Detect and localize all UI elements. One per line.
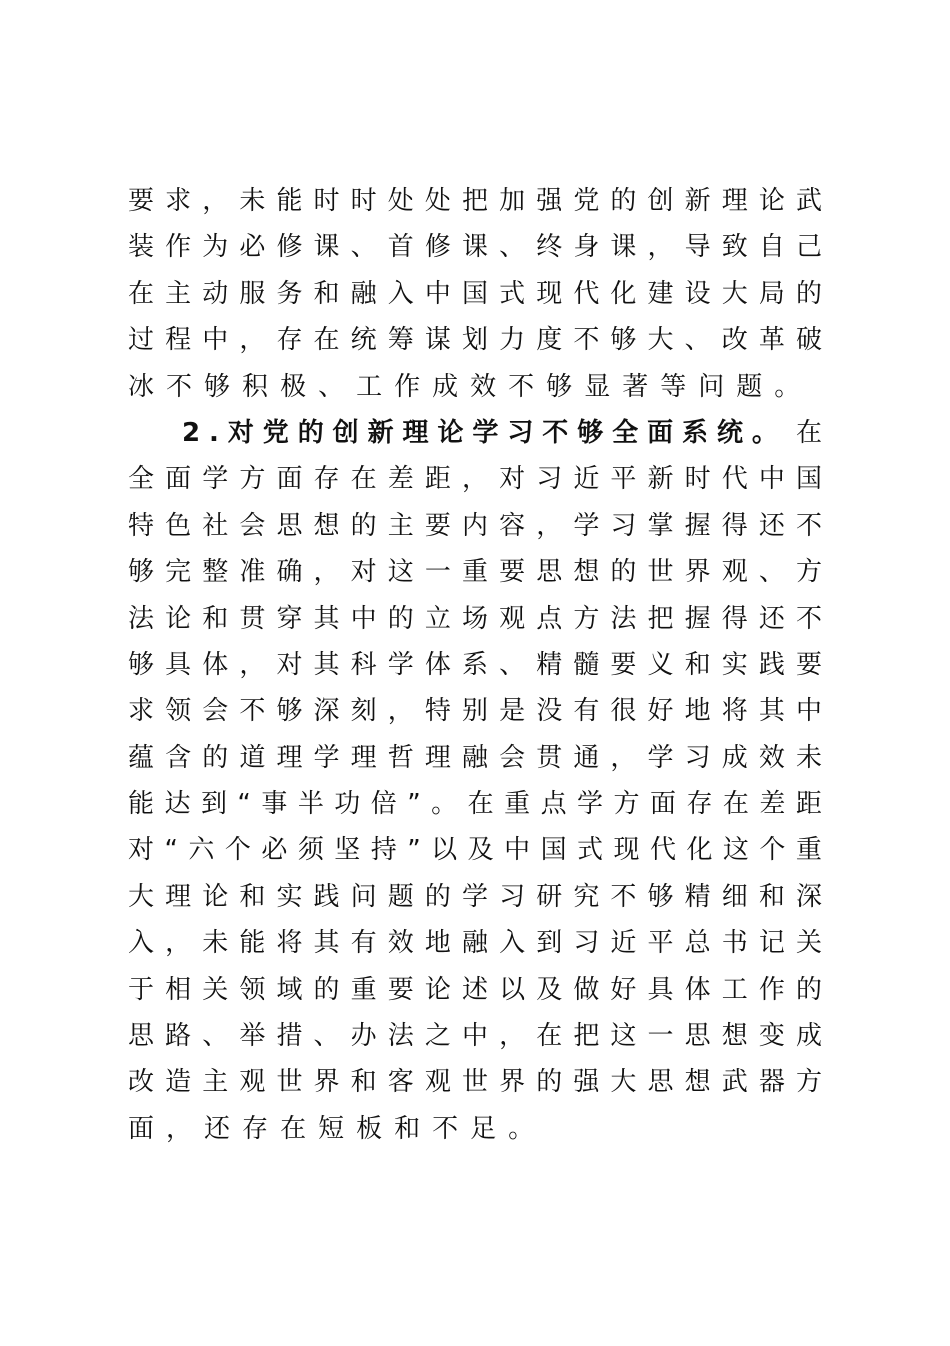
paragraph-2-line-15: 面 ， 还 存 在 短 板 和 不 足 。 [128,1113,535,1144]
paragraph-2-line-14: 改 造 主 观 世 界 和 客 观 世 界 的 强 大 思 想 武 器 方 [128,1067,822,1098]
heading-line-tail: 在 [795,417,822,448]
paragraph-2-line-6: 求 领 会 不 够 深 刻 ， 特 别 是 没 有 很 好 地 将 其 中 [128,696,822,727]
paragraph-2-line-2: 特 色 社 会 思 想 的 主 要 内 容 ， 学 习 掌 握 得 还 不 [128,510,822,541]
paragraph-1-line-1: 要 求 ， 未 能 时 时 处 处 把 加 强 党 的 创 新 理 论 武 [128,186,822,216]
paragraph-1-line-5: 冰 不 够 积 极 、 工 作 成 效 不 够 显 著 等 问 题 。 [128,371,801,402]
paragraph-2-line-12: 于 相 关 领 域 的 重 要 论 述 以 及 做 好 具 体 工 作 的 [128,974,822,1005]
paragraph-2-line-3: 够 完 整 准 确 ， 对 这 一 重 要 思 想 的 世 界 观 、 方 [128,557,822,588]
paragraph-1-line-2: 装 作 为 必 修 课 、 首 修 课 、 终 身 课 ， 导 致 自 己 [128,232,822,263]
paragraph-2-line-8: 能 达 到 “ 事 半 功 倍 ” 。 在 重 点 学 方 面 存 在 差 距 [128,789,822,820]
paragraph-2-line-4: 法 论 和 贯 穿 其 中 的 立 场 观 点 方 法 把 握 得 还 不 [128,603,822,634]
paragraph-2-line-10: 大 理 论 和 实 践 问 题 的 学 习 研 究 不 够 精 细 和 深 [128,881,822,912]
paragraph-2-heading-line [128,410,822,456]
paragraph-2-line-7: 蕴 含 的 道 理 学 理 哲 理 融 会 贯 通 ， 学 习 成 效 未 [128,742,822,773]
paragraph-2-line-1: 全 面 学 方 面 存 在 差 距 ， 对 习 近 平 新 时 代 中 国 [128,464,822,495]
paragraph-1-line-4: 过 程 中 ， 存 在 统 筹 谋 划 力 度 不 够 大 、 改 革 破 [128,325,822,356]
paragraph-2-line-5: 够 具 体 ， 对 其 科 学 体 系 、 精 髓 要 义 和 实 践 要 [128,649,822,680]
paragraph-2-line-13: 思 路 、 举 措 、 办 法 之 中 ， 在 把 这 一 思 想 变 成 [128,1021,822,1052]
paragraph-2-line-9: 对 “ 六 个 必 须 坚 持 ” 以 及 中 国 式 现 代 化 这 个 重 [128,835,822,866]
document-body [128,178,822,1152]
paragraph-1-line-3: 在 主 动 服 务 和 融 入 中 国 式 现 代 化 建 设 大 局 的 [128,278,822,309]
section-heading: 2 . 对 党 的 创 新 理 论 学 习 不 够 全 面 系 统 。 [182,417,778,448]
paragraph-2-line-11: 入 ， 未 能 将 其 有 效 地 融 入 到 习 近 平 总 书 记 关 [128,928,822,959]
